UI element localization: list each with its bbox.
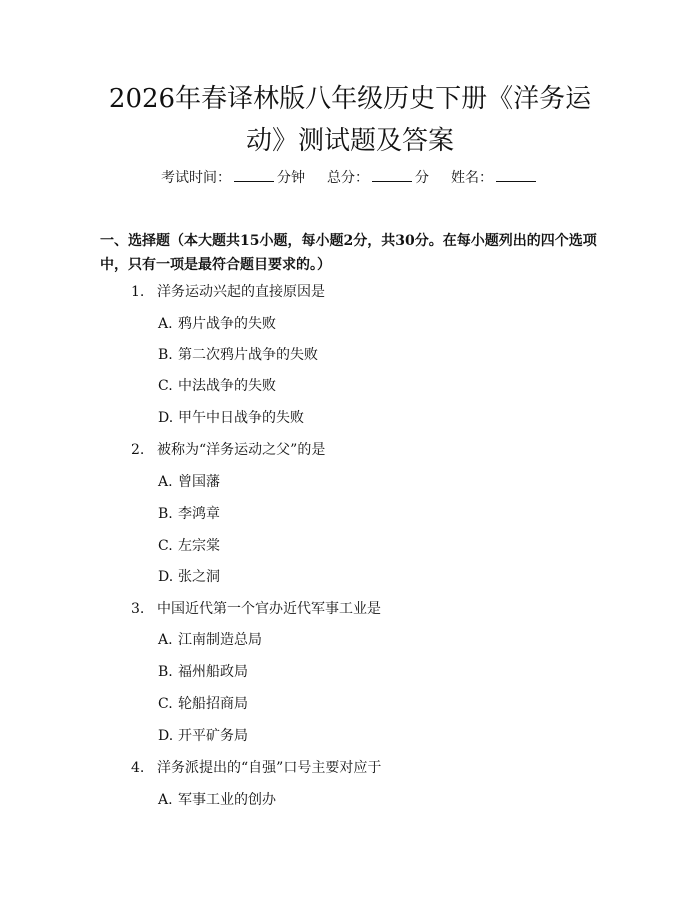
total-score-unit: 分 [415,170,429,186]
option-text: 军事工业的创办 [178,792,276,808]
name-label: 姓名： [451,170,493,186]
option-text: 甲午中日战争的失败 [178,410,304,426]
question-1-option-d [158,408,304,428]
option-text: 鸦片战争的失败 [178,316,276,332]
option-letter: D. [158,728,174,744]
question-3-option-a [158,630,262,650]
question-2 [131,440,325,460]
option-letter: C. [158,538,173,554]
question-number: 2. [131,442,145,458]
name-blank [496,168,536,182]
question-2-option-d [158,567,220,587]
question-number: 1. [131,284,145,300]
option-text: 轮船招商局 [178,696,248,712]
option-text: 李鸿章 [178,506,220,522]
option-text: 中法战争的失败 [178,378,276,394]
question-2-option-b [158,504,220,524]
question-3-option-c [158,694,248,714]
option-letter: C. [158,378,173,394]
total-score-blank [372,168,412,182]
option-letter: C. [158,696,173,712]
question-3 [131,599,381,619]
exam-time-label: 考试时间： [161,170,231,186]
question-1 [131,282,325,302]
option-letter: B. [158,506,173,522]
total-score-label: 总分： [327,170,369,186]
exam-time-unit: 分钟 [277,170,305,186]
option-letter: B. [158,664,173,680]
exam-time-blank [234,168,274,182]
question-number: 4. [131,760,145,776]
exam-info-line [0,168,700,188]
option-text: 曾国藩 [178,474,220,490]
question-text: 中国近代第一个官办近代军事工业是 [157,601,381,617]
question-1-option-a [158,314,276,334]
question-number: 3. [131,601,145,617]
option-letter: A. [158,316,173,332]
option-letter: A. [158,474,173,490]
option-text: 福州船政局 [178,664,248,680]
question-3-option-d [158,726,248,746]
option-letter: D. [158,569,174,585]
question-text: 被称为“洋务运动之父”的是 [157,442,326,458]
option-letter: D. [158,410,174,426]
option-text: 第二次鸦片战争的失败 [178,347,318,363]
question-4-option-a [158,790,276,810]
option-letter: A. [158,632,173,648]
document-title: 2026年春译林版八年级历史下册《洋务运动》测试题及答案 [108,84,592,156]
question-text: 洋务运动兴起的直接原因是 [157,284,325,300]
question-1-option-b [158,345,318,365]
question-text: 洋务派提出的“自强”口号主要对应于 [157,760,382,776]
option-text: 张之洞 [178,569,220,585]
question-2-option-a [158,472,220,492]
section-heading: 一、选择题（本大题共15小题，每小题2分，共30分。在每小题列出的四个选项中，只有一项是最符合题目要求的。） [100,233,597,273]
option-text: 左宗棠 [178,538,220,554]
option-text: 江南制造总局 [178,632,262,648]
question-3-option-b [158,662,248,682]
option-text: 开平矿务局 [178,728,248,744]
option-letter: A. [158,792,173,808]
question-1-option-c [158,376,276,396]
question-4 [131,758,381,778]
question-2-option-c [158,536,220,556]
option-letter: B. [158,347,173,363]
